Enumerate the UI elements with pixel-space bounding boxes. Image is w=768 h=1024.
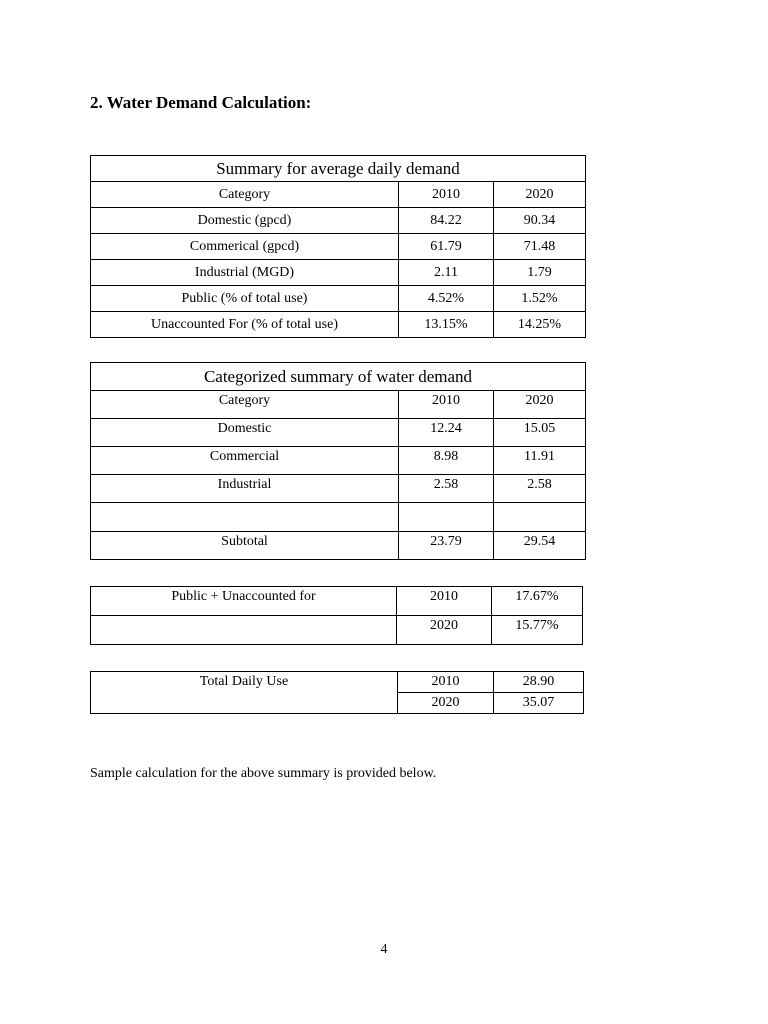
table-caption: Categorized summary of water demand — [91, 363, 586, 391]
table-cell: Subtotal — [91, 532, 399, 560]
table-cell: Commercial — [91, 447, 399, 475]
table-caption: Summary for average daily demand — [91, 156, 586, 182]
table-row — [91, 208, 586, 234]
table-cell — [91, 616, 397, 645]
table-header-row — [91, 182, 586, 208]
table-cell: 11.91 — [494, 447, 586, 475]
table-cell: 12.24 — [399, 419, 494, 447]
table-cell: 8.98 — [399, 447, 494, 475]
table-cell: Industrial (MGD) — [91, 260, 399, 286]
table-cell: 15.05 — [494, 419, 586, 447]
table-cell: 4.52% — [399, 286, 494, 312]
table-cell: Domestic (gpcd) — [91, 208, 399, 234]
table-cell — [494, 503, 586, 532]
table-row — [91, 419, 586, 447]
table-row — [91, 672, 584, 693]
table-cell: Domestic — [91, 419, 399, 447]
table-cell: 90.34 — [494, 208, 586, 234]
table-cell: 2.58 — [399, 475, 494, 503]
table-cell: Unaccounted For (% of total use) — [91, 312, 399, 338]
categorized-water-demand-table — [90, 362, 586, 560]
column-header: Category — [91, 391, 399, 419]
table-cell: 1.52% — [494, 286, 586, 312]
table-row — [91, 475, 586, 503]
table-row — [91, 234, 586, 260]
public-unaccounted-table — [90, 586, 583, 645]
table-row — [91, 587, 583, 616]
table-cell — [399, 503, 494, 532]
table-cell: 15.77% — [492, 616, 583, 645]
table-cell: 2020 — [397, 616, 492, 645]
table-cell — [91, 503, 399, 532]
table-cell: 35.07 — [494, 693, 584, 714]
table-cell: 28.90 — [494, 672, 584, 693]
table-cell: Industrial — [91, 475, 399, 503]
table-row — [91, 616, 583, 645]
sample-calculation-note: Sample calculation for the above summary is provided below. — [90, 766, 437, 781]
column-header: Category — [91, 182, 399, 208]
table-cell: 1.79 — [494, 260, 586, 286]
table-cell: 17.67% — [492, 587, 583, 616]
column-header: 2020 — [494, 391, 586, 419]
table-row — [91, 312, 586, 338]
section-heading: 2. Water Demand Calculation: — [90, 93, 312, 112]
average-daily-demand-table — [90, 155, 586, 338]
table-cell: 13.15% — [399, 312, 494, 338]
table-cell: 2.58 — [494, 475, 586, 503]
table-cell: Public (% of total use) — [91, 286, 399, 312]
table-cell: 84.22 — [399, 208, 494, 234]
table-cell: 23.79 — [399, 532, 494, 560]
table-header-row — [91, 391, 586, 419]
column-header: 2020 — [494, 182, 586, 208]
table-cell: 2.11 — [399, 260, 494, 286]
table-label: Total Daily Use — [91, 672, 398, 714]
table-cell: 2010 — [397, 587, 492, 616]
table-cell: 2020 — [398, 693, 494, 714]
table-cell: 2010 — [398, 672, 494, 693]
table-cell: 29.54 — [494, 532, 586, 560]
table-row — [91, 447, 586, 475]
table-row — [91, 503, 586, 532]
total-daily-use-table — [90, 671, 584, 714]
table-label: Public + Unaccounted for — [91, 587, 397, 616]
table-row — [91, 260, 586, 286]
table-row — [91, 286, 586, 312]
table-row — [91, 532, 586, 560]
table-cell: 61.79 — [399, 234, 494, 260]
table-cell: Commerical (gpcd) — [91, 234, 399, 260]
column-header: 2010 — [399, 391, 494, 419]
page-number: 4 — [380, 942, 388, 957]
table-cell: 71.48 — [494, 234, 586, 260]
table-cell: 14.25% — [494, 312, 586, 338]
column-header: 2010 — [399, 182, 494, 208]
